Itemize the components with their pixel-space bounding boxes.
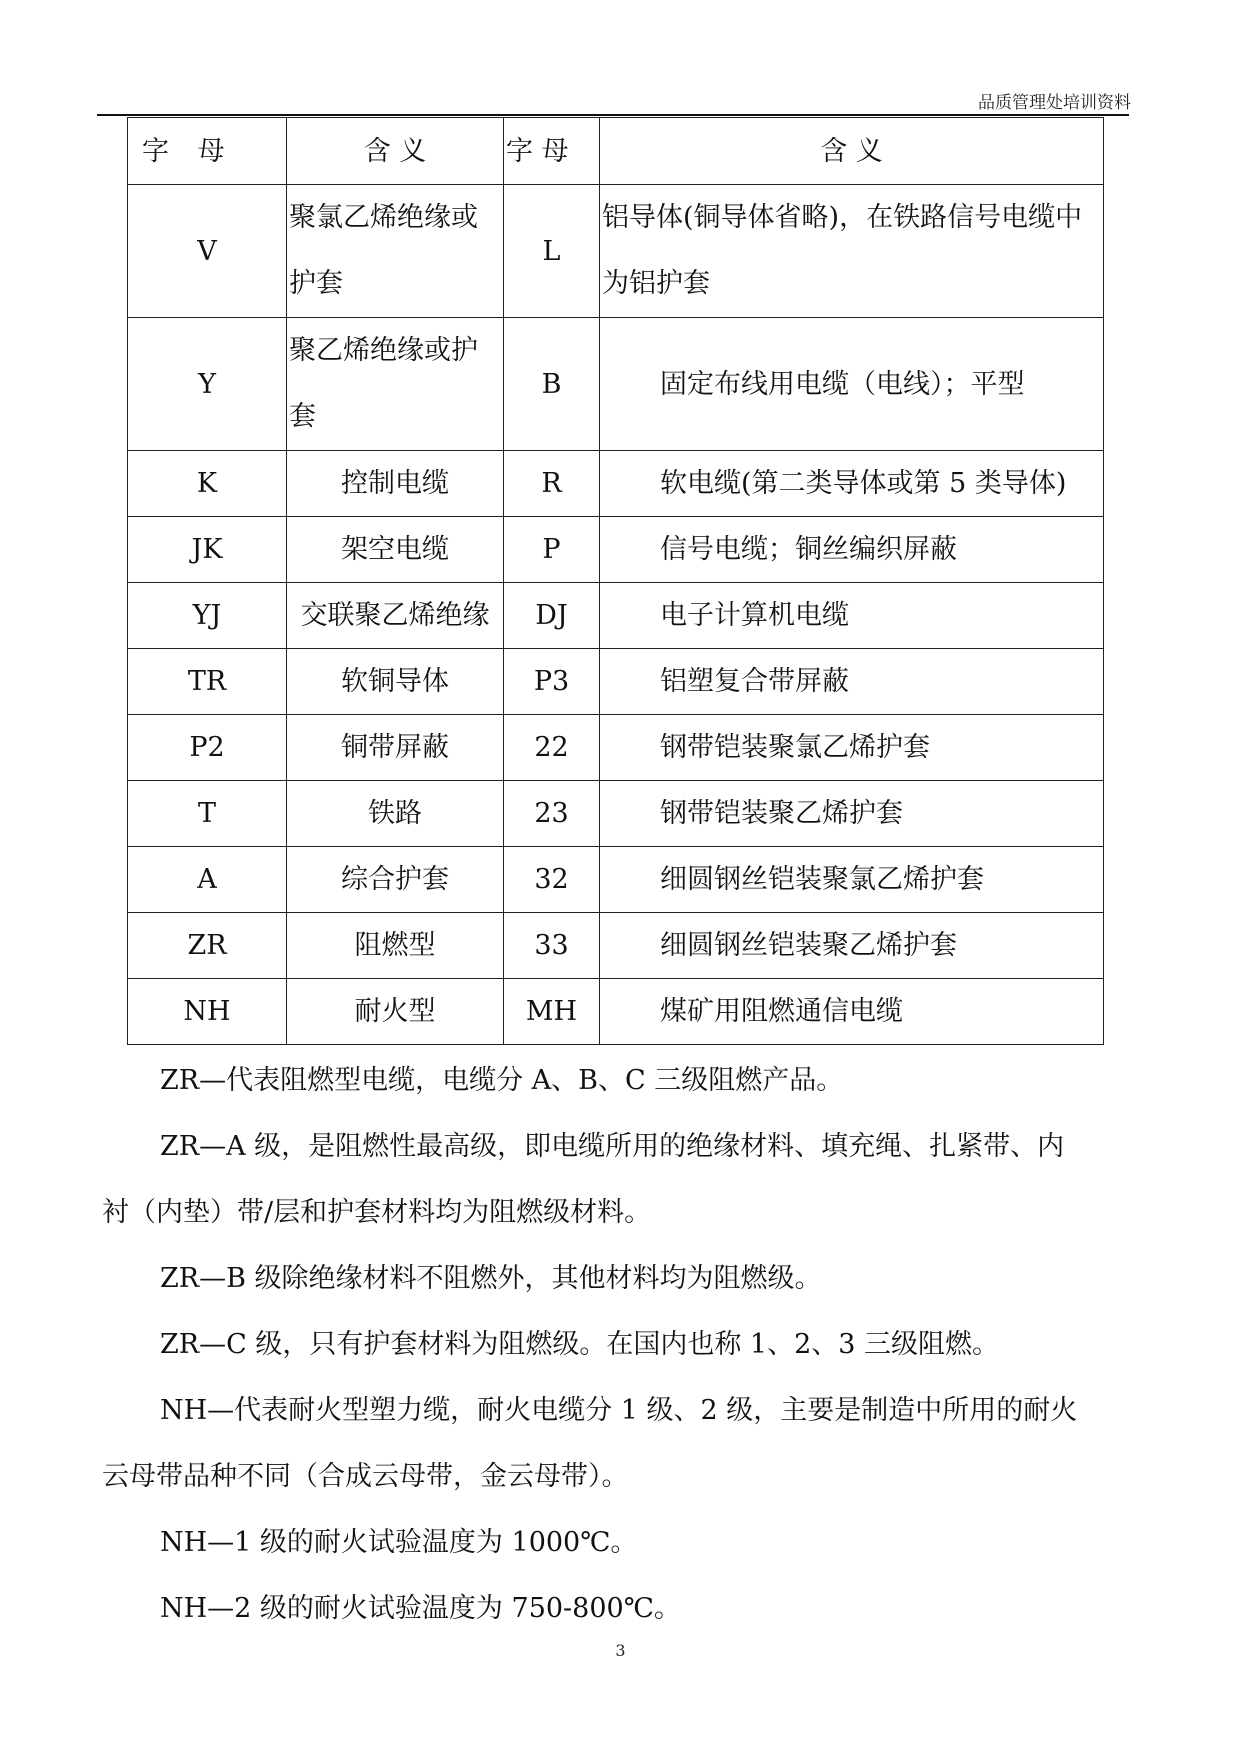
letter-cell: P [504,517,600,583]
letter-cell: ZR [128,913,287,979]
table-row [128,517,1104,583]
meaning-cell: 聚氯乙烯绝缘或护套 [287,185,504,318]
table-row [128,715,1104,781]
paragraph-nh-1: NH—1 级的耐火试验温度为 1000℃。 [160,1527,638,1558]
letter-cell: 23 [504,781,600,847]
meaning-cell: 耐火型 [287,979,504,1045]
letter-cell: JK [128,517,287,583]
letter-cell: TR [128,649,287,715]
table-row [128,913,1104,979]
letter-cell: P2 [128,715,287,781]
meaning-cell: 软铜导体 [287,649,504,715]
meaning-cell: 铝导体(铜导体省略)，在铁路信号电缆中为铝护套 [600,185,1104,318]
letter-cell: Y [128,318,287,451]
letter-cell: A [128,847,287,913]
paragraph-nh-2: NH—2 级的耐火试验温度为 750-800℃。 [160,1593,681,1624]
table-row [128,979,1104,1045]
letter-cell: 22 [504,715,600,781]
paragraph-zr-b: ZR—B 级除绝缘材料不阻燃外，其他材料均为阻燃级。 [160,1263,822,1294]
letter-cell: B [504,318,600,451]
page-number: 3 [615,1641,626,1660]
letter-cell: V [128,185,287,318]
meaning-cell: 铝塑复合带屏蔽 [600,649,1104,715]
meaning-cell: 煤矿用阻燃通信电缆 [600,979,1104,1045]
meaning-cell: 阻燃型 [287,913,504,979]
letter-cell: L [504,185,600,318]
header-title: 品质管理处培训资料 [978,93,1131,113]
table-row [128,847,1104,913]
letter-cell: NH [128,979,287,1045]
letter-cell: YJ [128,583,287,649]
header-letter-2: 字 母 [504,118,600,185]
paragraph-zr-c: ZR—C 级，只有护套材料为阻燃级。在国内也称 1、2、3 三级阻燃。 [160,1329,1000,1360]
paragraph-zr-intro: ZR—代表阻燃型电缆，电缆分 A、B、C 三级阻燃产品。 [160,1065,844,1096]
meaning-cell: 控制电缆 [287,451,504,517]
letter-cell: 33 [504,913,600,979]
meaning-cell: 综合护套 [287,847,504,913]
table-row [128,318,1104,451]
letter-cell: P3 [504,649,600,715]
letter-cell: K [128,451,287,517]
meaning-cell: 细圆钢丝铠装聚乙烯护套 [600,913,1104,979]
paragraph-nh-intro: NH—代表耐火型塑力缆，耐火电缆分 1 级、2 级，主要是制造中所用的耐火 [160,1395,1078,1426]
letter-cell: MH [504,979,600,1045]
letter-cell: DJ [504,583,600,649]
paragraph-zr-a: ZR—A 级，是阻燃性最高级，即电缆所用的绝缘材料、填充绳、扎紧带、内 [160,1131,1065,1162]
table-row [128,781,1104,847]
meaning-cell: 聚乙烯绝缘或护套 [287,318,504,451]
meaning-cell: 铁路 [287,781,504,847]
letter-cell: R [504,451,600,517]
header-meaning-2: 含 义 [600,118,1104,185]
meaning-cell: 钢带铠装聚氯乙烯护套 [600,715,1104,781]
table-row [128,649,1104,715]
letter-cell: T [128,781,287,847]
meaning-cell: 信号电缆；铜丝编织屏蔽 [600,517,1104,583]
table-row [128,583,1104,649]
meaning-cell: 架空电缆 [287,517,504,583]
letter-cell: 32 [504,847,600,913]
paragraph-nh-intro-cont: 云母带品种不同（合成云母带，金云母带）。 [102,1461,629,1492]
header-letter-1: 字 母 [128,118,287,185]
header-rule [97,114,1129,116]
meaning-cell: 细圆钢丝铠装聚氯乙烯护套 [600,847,1104,913]
table-header-row [128,118,1104,185]
meaning-cell: 交联聚乙烯绝缘 [287,583,504,649]
table-row [128,451,1104,517]
meaning-cell: 钢带铠装聚乙烯护套 [600,781,1104,847]
table-row [128,185,1104,318]
meaning-cell: 电子计算机电缆 [600,583,1104,649]
meaning-cell: 铜带屏蔽 [287,715,504,781]
cable-code-table [127,117,1104,1045]
paragraph-zr-a-cont: 衬（内垫）带/层和护套材料均为阻燃级材料。 [102,1197,652,1228]
meaning-cell: 软电缆(第二类导体或第 5 类导体) [600,451,1104,517]
meaning-cell: 固定布线用电缆（电线）；平型 [600,318,1104,451]
header-meaning-1: 含 义 [287,118,504,185]
